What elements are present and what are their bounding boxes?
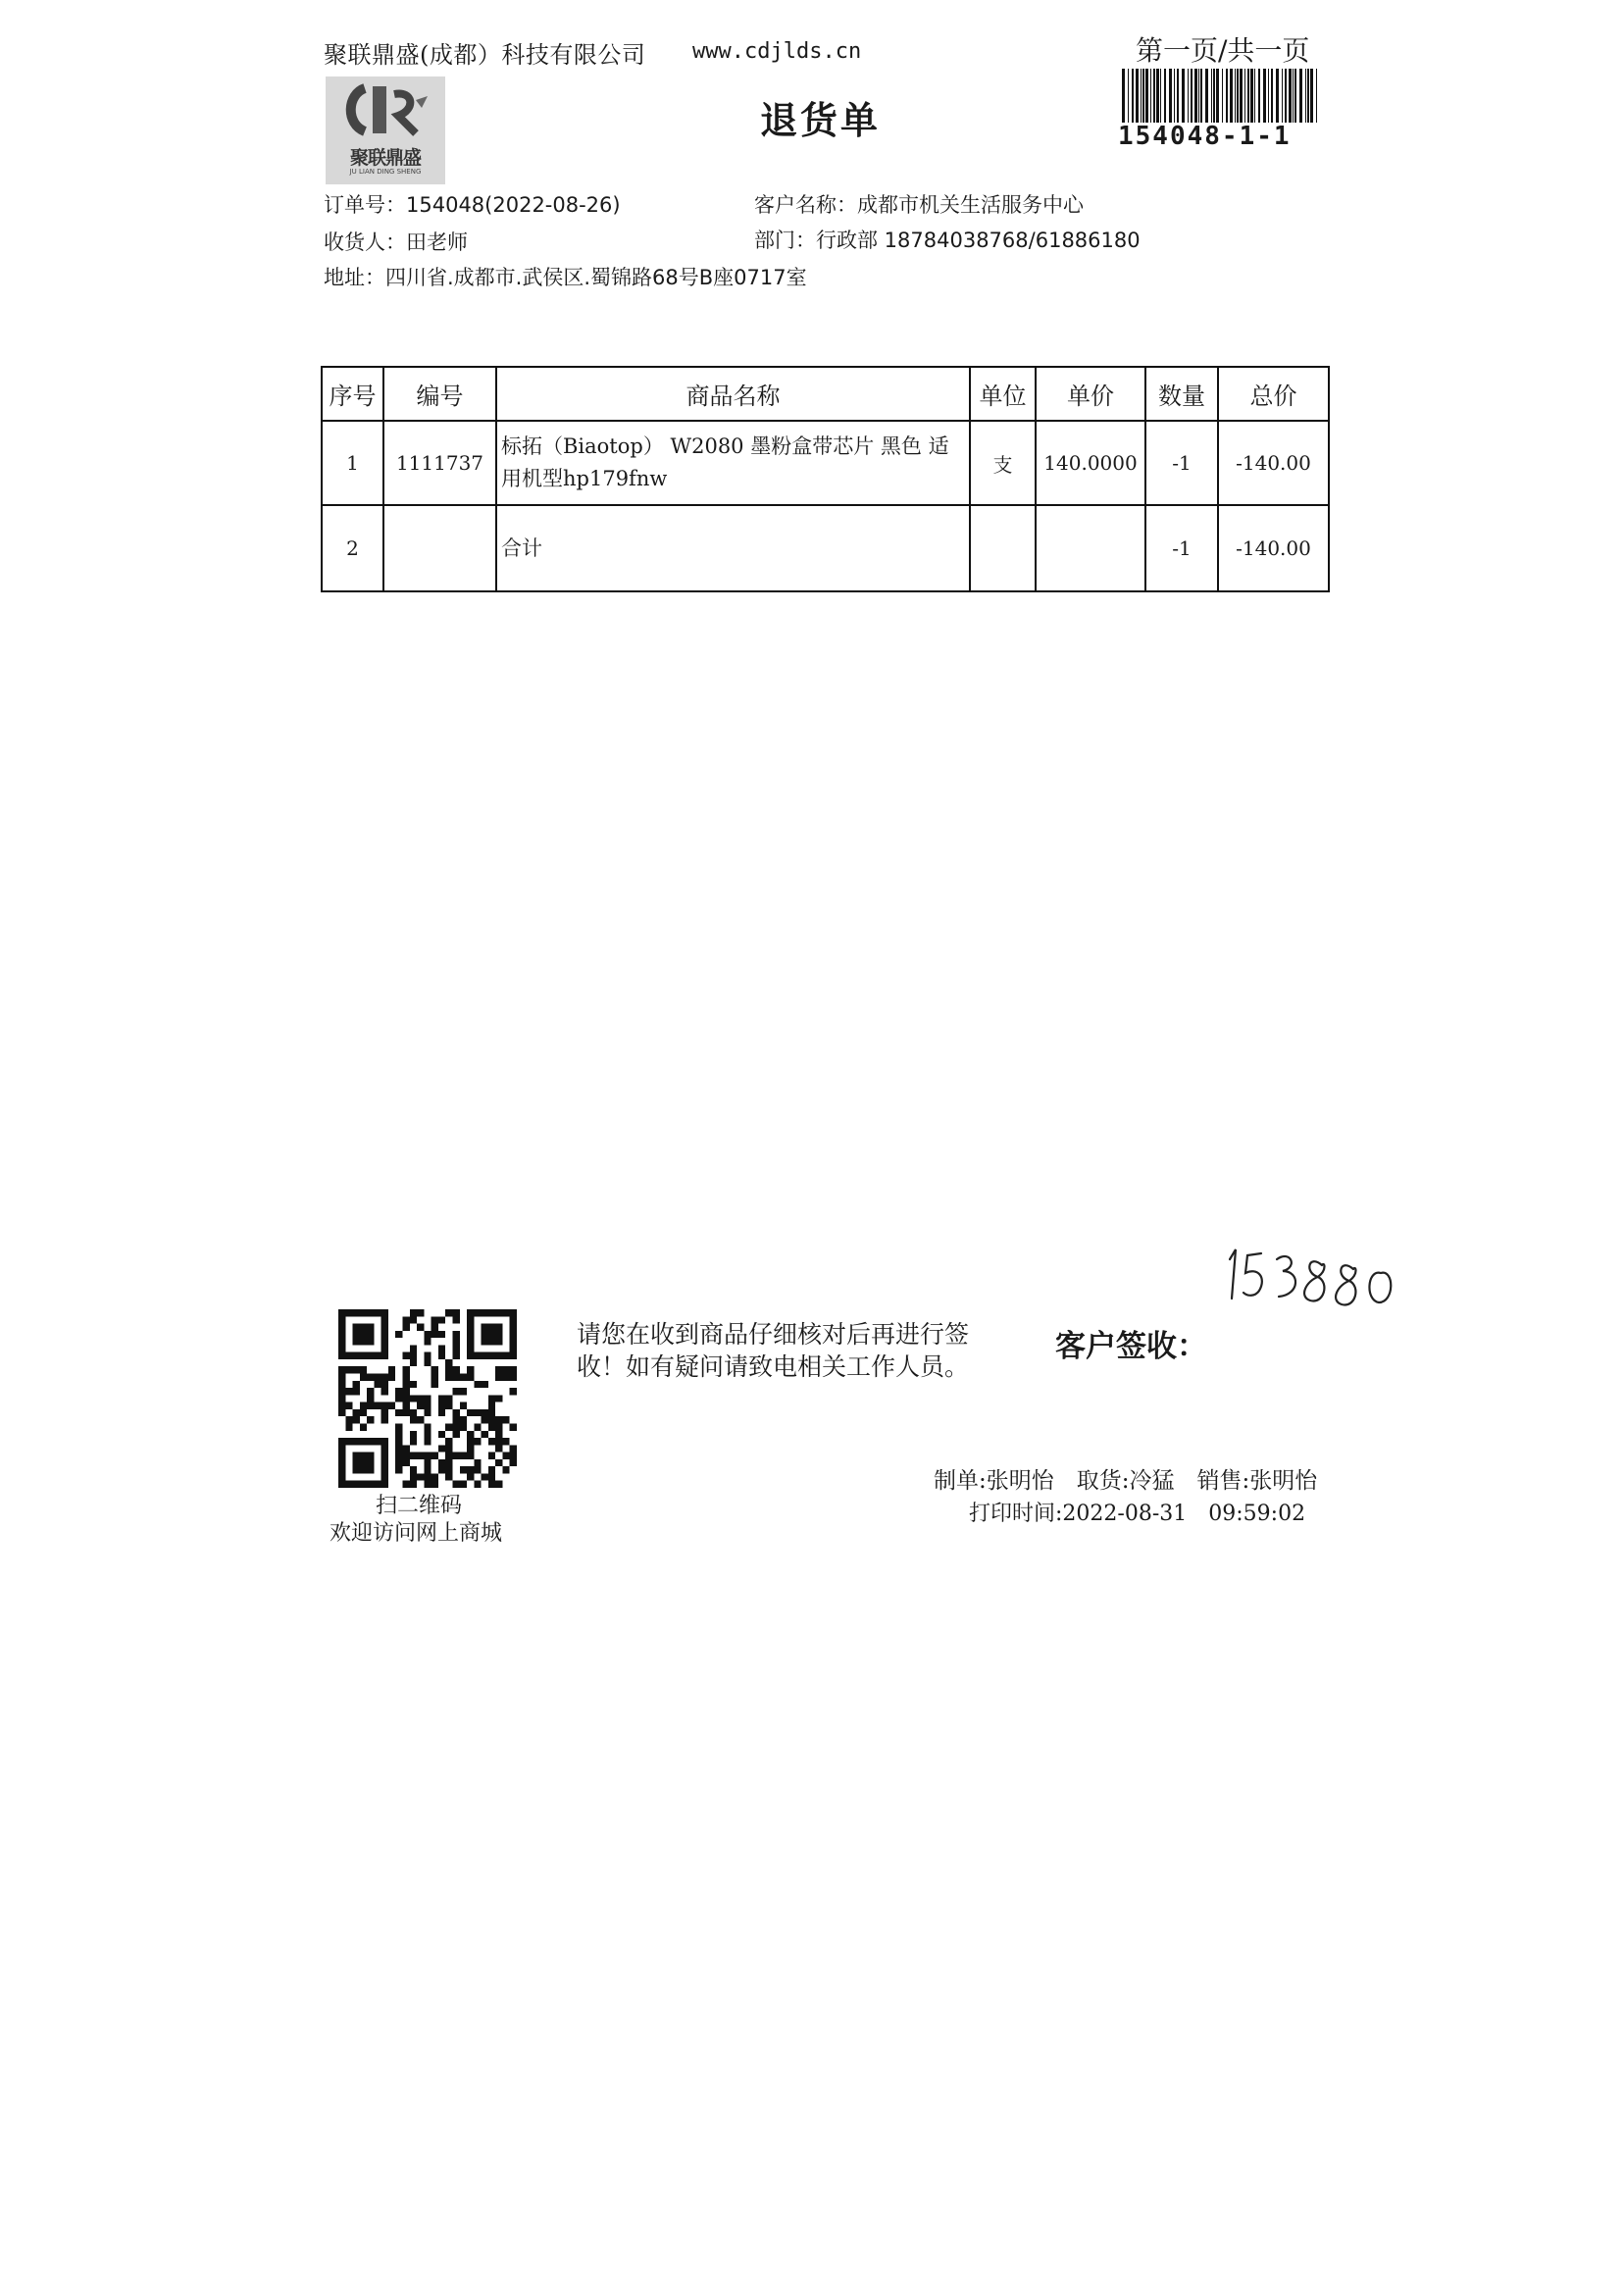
header-seq: 序号 — [322, 367, 383, 421]
logo-subtitle-text: JU LIAN DING SHENG — [349, 168, 422, 176]
cell-unit-price — [1036, 505, 1145, 591]
customer-name: 客户名称：成都市机关生活服务中心 — [754, 193, 1084, 217]
staff-info: 制单:张明怡 取货:冷猛 销售:张明怡 — [934, 1468, 1318, 1494]
header-code: 编号 — [383, 367, 496, 421]
qr-caption-visit: 欢迎访问网上商城 — [330, 1521, 503, 1546]
cell-quantity: -1 — [1145, 505, 1218, 591]
cell-product-name: 合计 — [496, 505, 970, 591]
cell-seq: 1 — [322, 421, 383, 505]
cell-unit: 支 — [970, 421, 1036, 505]
qr-caption-scan: 扫二维码 — [376, 1494, 463, 1518]
item-table — [321, 366, 1330, 592]
cell-unit — [970, 505, 1036, 591]
customer-signature-label: 客户签收： — [1055, 1329, 1207, 1364]
website-url[interactable]: www.cdjlds.cn — [692, 39, 862, 64]
company-name: 聚联鼎盛(成都）科技有限公司 — [324, 41, 646, 69]
cell-product-name: 标拓（Biaotop） W2080 墨粉盒带芯片 黑色 适用机型hp179fnw — [496, 421, 970, 505]
page-indicator: 第一页/共一页 — [1136, 34, 1310, 67]
cell-quantity: -1 — [1145, 421, 1218, 505]
barcode-number: 154048-1-1 — [1118, 122, 1292, 151]
order-number: 订单号：154048(2022-08-26) — [324, 193, 621, 217]
cell-code — [383, 505, 496, 591]
header-product-name: 商品名称 — [496, 367, 970, 421]
barcode-icon — [1120, 69, 1322, 123]
table-header-row — [322, 367, 1329, 421]
company-logo-icon — [326, 76, 445, 184]
cell-unit-price: 140.0000 — [1036, 421, 1145, 505]
department-phone: 部门：行政部 18784038768/61886180 — [754, 229, 1141, 252]
cell-total: -140.00 — [1218, 421, 1329, 505]
qr-code-icon[interactable] — [338, 1309, 517, 1488]
cell-total: -140.00 — [1218, 505, 1329, 591]
logo-name-text: 聚联鼎盛 — [349, 147, 421, 169]
table-row — [322, 505, 1329, 591]
header-unit: 单位 — [970, 367, 1036, 421]
cell-code: 1111737 — [383, 421, 496, 505]
receiver-name: 收货人：田老师 — [324, 230, 468, 254]
delivery-address: 地址：四川省.成都市.武侯区.蜀锦路68号B座0717室 — [324, 266, 807, 289]
signing-notice: 请您在收到商品仔细核对后再进行签收！如有疑问请致电相关工作人员。 — [577, 1320, 970, 1381]
handwritten-number-signature — [1222, 1240, 1398, 1328]
table-row — [322, 421, 1329, 505]
print-time: 打印时间:2022-08-31 09:59:02 — [969, 1502, 1306, 1526]
document-title: 退货单 — [760, 99, 882, 142]
header-unit-price: 单价 — [1036, 367, 1145, 421]
header-quantity: 数量 — [1145, 367, 1218, 421]
cell-seq: 2 — [322, 505, 383, 591]
logo-mark-icon — [326, 76, 445, 145]
header-total: 总价 — [1218, 367, 1329, 421]
